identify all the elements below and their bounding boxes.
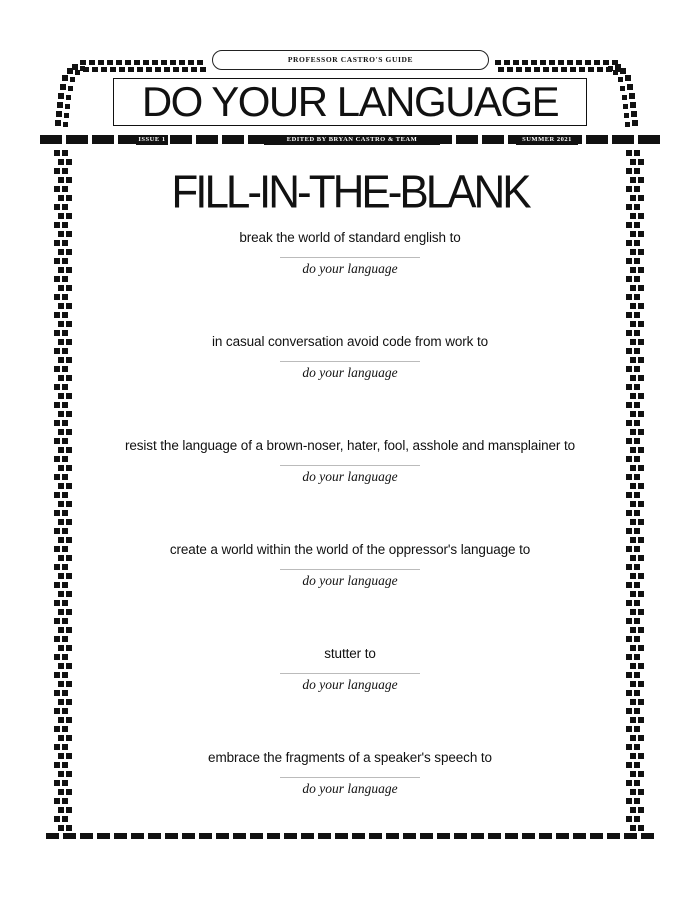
issue-label: ISSUE 1 xyxy=(136,135,168,145)
item-answer: do your language xyxy=(302,261,398,276)
masthead-title: DO YOUR LANGUAGE xyxy=(113,78,587,126)
blank-line xyxy=(280,777,420,778)
item-prompt: in casual conversation avoid code from work to xyxy=(211,334,489,349)
blank-line xyxy=(280,673,420,674)
season-label: SUMMER 2021 xyxy=(516,135,578,145)
section-title: FILL-IN-THE-BLANK xyxy=(171,166,529,219)
item-answer: do your language xyxy=(302,573,398,588)
fill-blank-item xyxy=(90,750,610,797)
item-prompt: break the world of standard english to xyxy=(239,230,461,245)
fill-blank-item xyxy=(90,230,610,277)
series-title: PROFESSOR CASTRO'S GUIDE xyxy=(212,50,489,70)
item-prompt: embrace the fragments of a speaker's speech to xyxy=(208,750,492,765)
editors-label: EDITED BY BRYAN CASTRO & TEAM xyxy=(264,135,440,145)
fill-blank-item xyxy=(90,646,610,693)
item-answer: do your language xyxy=(302,781,398,796)
fill-blank-item xyxy=(90,438,610,485)
fill-blank-item xyxy=(90,334,610,381)
blank-line xyxy=(280,465,420,466)
blank-line xyxy=(280,257,420,258)
fill-blank-item xyxy=(90,542,610,589)
item-answer: do your language xyxy=(302,677,398,692)
item-answer: do your language xyxy=(302,365,398,380)
item-answer: do your language xyxy=(302,469,398,484)
item-prompt: create a world within the world of the oppressor's language to xyxy=(169,542,531,557)
item-prompt: resist the language of a brown-noser, hater, fool, asshole and mansplainer to xyxy=(124,438,576,453)
blank-line xyxy=(280,569,420,570)
blank-line xyxy=(280,361,420,362)
item-prompt: stutter to xyxy=(324,646,376,661)
